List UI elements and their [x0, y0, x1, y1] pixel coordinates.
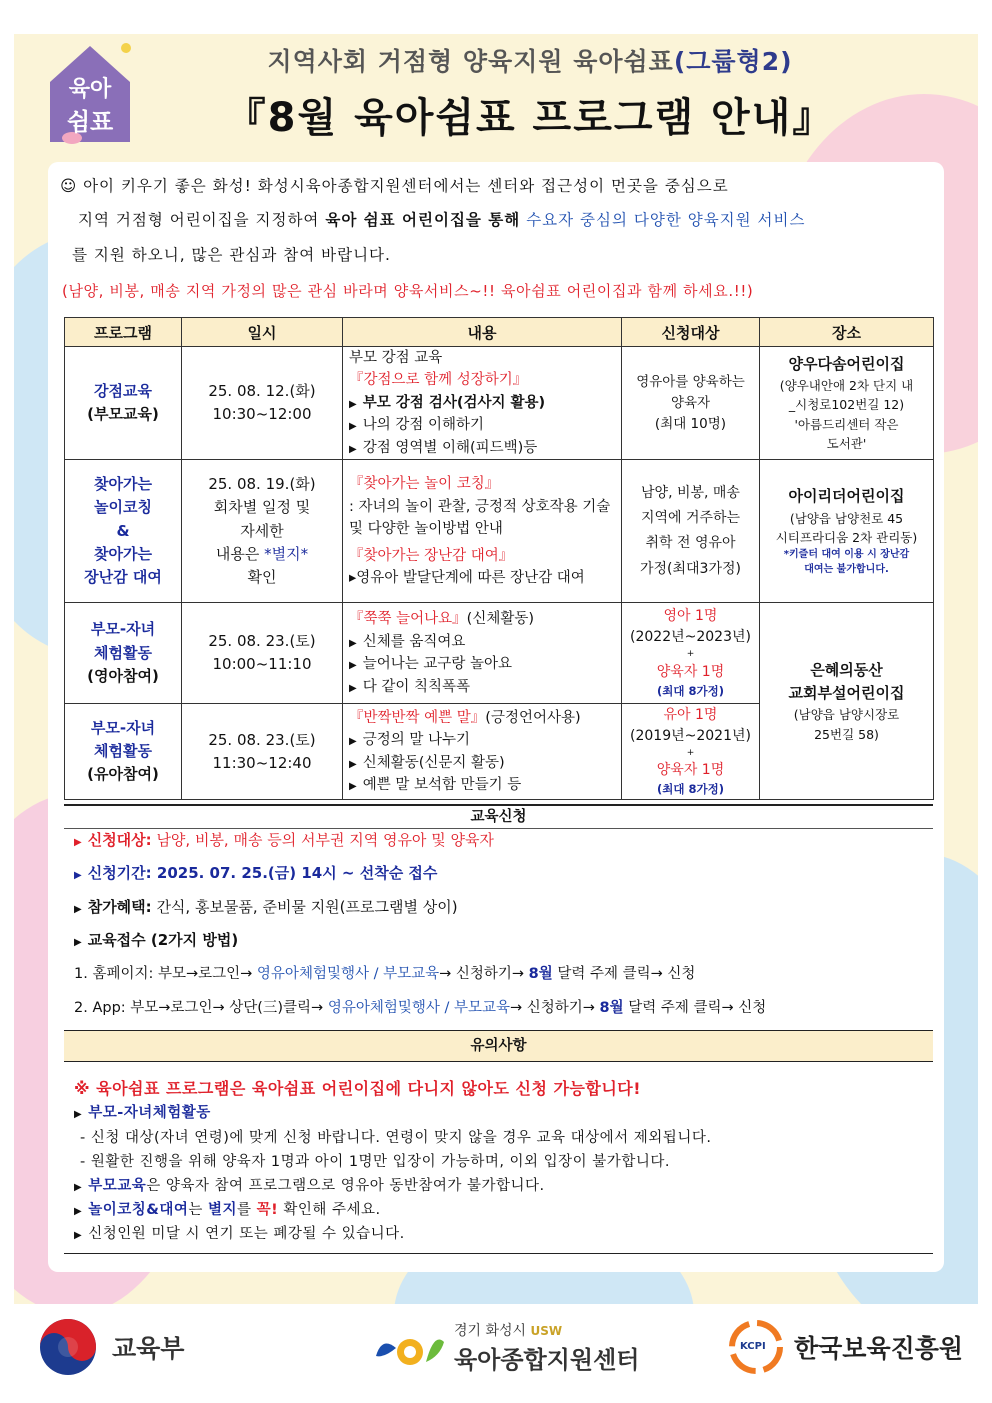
notice-age: - 신청 대상(자녀 연령)에 맞게 신청 바랍니다. 연령이 맞지 않을 경우 교육 대상에서 제외됩니다.	[80, 1130, 712, 1146]
program-target: 영유아를 양육하는 양육자 (최대 10명)	[622, 347, 760, 460]
table-row	[65, 460, 934, 603]
notice-parent-edu: ▶ 부모교육은 양육자 참여 프로그램으로 영유아 동반참여가 불가합니다.	[74, 1178, 545, 1194]
apply-homepage: 1. 홈페이지: 부모→로그인→ 영유아체험및행사 / 부모교육→ 신청하기→ 8월 달력 주제 클릭→ 신청	[74, 966, 696, 982]
page-title: 『8월 육아쉼표 프로그램 안내』	[225, 95, 835, 141]
logo-line-2: 쉼표	[66, 107, 114, 136]
program-date: 25. 08. 12.(화) 10:30~12:00	[182, 347, 343, 460]
program-table	[64, 317, 934, 800]
table-row	[65, 603, 934, 704]
intro-line-2: 지역 거점형 어린이집을 지정하여 육아 쉼표 어린이집을 통해 수요자 중심의 다양한 양육지원 서비스	[78, 211, 806, 229]
program-name: 부모-자녀 체험활동 (유아참여)	[65, 704, 182, 800]
page-subtitle: 지역사회 거점형 양육지원 육아쉼표(그룹형2)	[267, 47, 793, 76]
header-content: 내용	[343, 318, 622, 347]
divider	[64, 1253, 933, 1254]
table-header-row	[65, 318, 934, 347]
notice-activity-title: ▶ 부모-자녀체험활동	[74, 1105, 211, 1121]
header-place: 장소	[760, 318, 934, 347]
program-name: 찾아가는 놀이코칭 & 찾아가는 장난감 대여	[65, 460, 182, 603]
intro-line-1: ☺ 아이 키우기 좋은 화성! 화성시육아종합지원센터에서는 센터와 접근성이 먼곳을 중심으로	[60, 177, 729, 195]
program-target: 유아 1명 (2019년~2021년) + 양육자 1명 (최대 8가정)	[622, 704, 760, 800]
apply-period: ▶ 신청기간: 2025. 07. 25.(금) 14시 ~ 선착순 접수	[74, 864, 438, 882]
program-name: 부모-자녀 체험활동 (영아참여)	[65, 603, 182, 704]
program-place: 양우다솜어린이집 (양우내안애 2차 단지 내 _시청로102번길 12) '아름드리센터 작은 도서관'	[760, 347, 934, 460]
program-date: 25. 08. 23.(토) 11:30~12:40	[182, 704, 343, 800]
notice-entry: - 원활한 진행을 위해 양육자 1명과 아이 1명만 입장이 가능하며, 이외 입장이 불가합니다.	[80, 1154, 670, 1170]
center-emblem-icon	[370, 1322, 448, 1372]
program-content: 『쭉쭉 늘어나요』(신체활동) ▶ 신체를 움직여요 ▶ 늘어나는 교구랑 놀아요 ▶ 다 같이 칙칙폭폭	[343, 603, 622, 704]
program-content: 『반짝반짝 예쁜 말』(긍정언어사용) ▶ 긍정의 말 나누기 ▶ 신체활동(신문지 활동) ▶ 예쁜 말 보석함 만들기 등	[343, 704, 622, 800]
program-place: 아이리더어린이집 (남양읍 남양천로 45 시티프라디움 2차 관리동) *키즐터 대여 이용 시 장난감 대여는 불가합니다.	[760, 460, 934, 603]
moe-emblem-icon	[36, 1315, 100, 1379]
notice-main: ※ 육아쉼표 프로그램은 육아쉼표 어린이집에 다니지 않아도 신청 가능합니다!	[74, 1079, 642, 1098]
header-target: 신청대상	[622, 318, 760, 347]
yuksum-logo	[42, 38, 138, 148]
program-place: 은혜의동산 교회부설어린이집 (남양읍 남양시장로 25번길 58)	[760, 603, 934, 800]
apply-target: ▶ 신청대상: 남양, 비봉, 매송 등의 서부권 지역 영유아 및 양육자	[74, 831, 494, 849]
program-content: 『찾아가는 놀이 코칭』 : 자녀의 놀이 관찰, 긍정적 상호작용 기술 및 다양한 놀이방법 안내 『찾아가는 장난감 대여』 ▸영유아 발달단계에 따른 장난감 대여	[343, 460, 622, 603]
kcpi-logo: KCPI 한국보육진흥원	[726, 1312, 963, 1382]
apply-app: 2. App: 부모→로그인→ 상단(三)클릭→ 영유아체험및행사 / 부모교육→ 신청하기→ 8월 달력 주제 클릭→ 신청	[74, 1000, 767, 1016]
moe-logo: 교육부	[36, 1312, 184, 1382]
program-name: 강점교육 (부모교육)	[65, 347, 182, 460]
apply-benefit: ▶ 참가혜택: 간식, 홍보물품, 준비물 지원(프로그램별 상이)	[74, 898, 458, 916]
program-content: 부모 강점 교육 『강점으로 함께 성장하기』 ▶ 부모 강점 검사(검사지 활용) ▶ 나의 강점 이해하기 ▶ 강점 영역별 이해(피드백)등	[343, 347, 622, 460]
notice-coaching: ▶ 놀이코칭&대여는 별지를 꼭! 확인해 주세요.	[74, 1202, 381, 1218]
program-date: 25. 08. 23.(토) 10:00~11:10	[182, 603, 343, 704]
intro-line-4: (남양, 비봉, 매송 지역 가정의 많은 관심 바라며 양육서비스~!! 육아쉼표 어린이집과 함께 하세요.!!)	[62, 282, 754, 300]
notice-section-header: 유의사항	[64, 1030, 933, 1062]
intro-line-3: 를 지원 하오니, 많은 관심과 참여 바랍니다.	[72, 246, 391, 264]
table-row	[65, 347, 934, 460]
apply-section-header: 교육신청	[64, 804, 933, 829]
program-target: 남양, 비봉, 매송 지역에 거주하는 취학 전 영유아 가정(최대3가정)	[622, 460, 760, 603]
hwaseong-center-logo: 경기 화성시 USW 육아종합지원센터	[370, 1312, 639, 1382]
header-program: 프로그램	[65, 318, 182, 347]
program-date: 25. 08. 19.(화) 회차별 일정 및 자세한 내용은 *별지* 확인	[182, 460, 343, 603]
header-datetime: 일시	[182, 318, 343, 347]
notice-cancel: ▶ 신청인원 미달 시 연기 또는 폐강될 수 있습니다.	[74, 1226, 405, 1242]
program-target: 영아 1명 (2022년~2023년) + 양육자 1명 (최대 8가정)	[622, 603, 760, 704]
apply-method: ▶ 교육접수 (2가지 방법)	[74, 931, 239, 949]
logo-line-1: 육아	[68, 76, 112, 102]
